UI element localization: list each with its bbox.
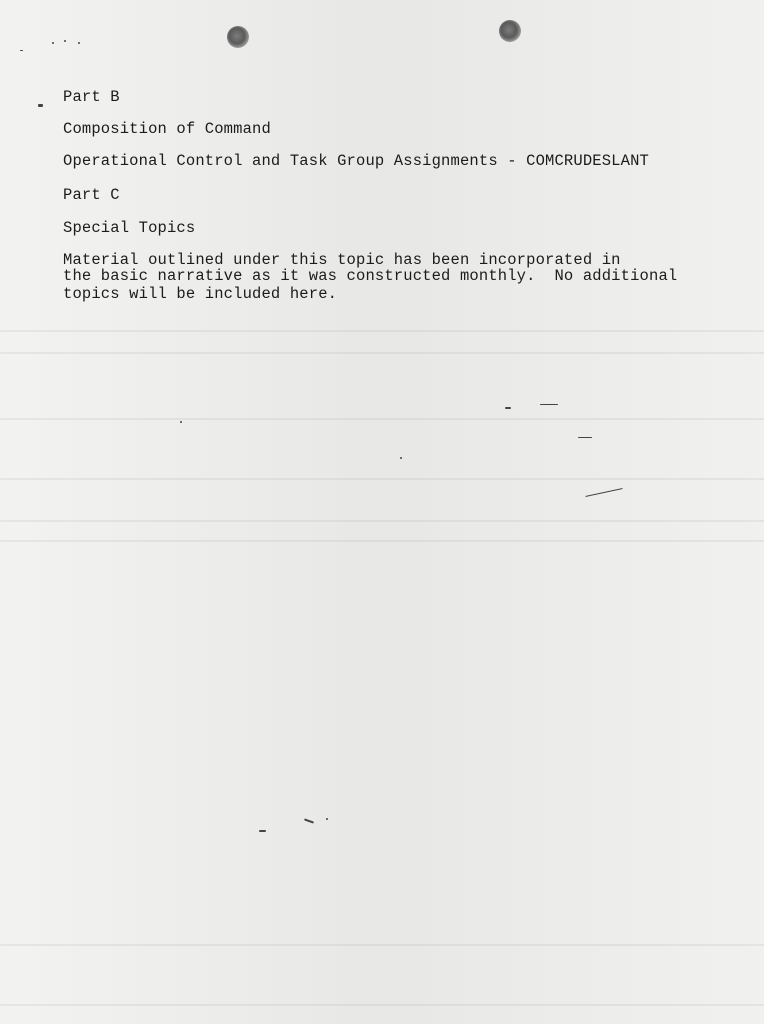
dust-speck	[585, 488, 622, 497]
dust-speck	[400, 457, 402, 459]
dust-speck	[578, 437, 592, 438]
dust-speck	[540, 404, 558, 405]
copy-streak	[0, 540, 764, 542]
composition-heading: Composition of Command	[63, 120, 271, 138]
punch-hole-icon	[227, 26, 249, 48]
dust-speck	[52, 42, 54, 44]
paragraph-line: Material outlined under this topic has been incorporated in	[63, 251, 621, 269]
copy-streak	[0, 1004, 764, 1006]
paragraph-line: the basic narrative as it was constructed monthly. No additional	[63, 267, 678, 285]
copy-streak	[0, 478, 764, 480]
dust-speck	[20, 50, 23, 51]
dust-speck	[259, 830, 266, 832]
special-topics-heading: Special Topics	[63, 219, 196, 237]
part-c-heading: Part C	[63, 186, 120, 204]
dust-speck	[38, 104, 43, 107]
copy-streak	[0, 352, 764, 354]
operational-heading: Operational Control and Task Group Assignments - COMCRUDESLANT	[63, 152, 649, 170]
dust-speck	[326, 818, 328, 820]
dust-speck	[304, 818, 314, 823]
dust-speck	[64, 40, 66, 42]
part-b-heading: Part B	[63, 88, 120, 106]
copy-streak	[0, 520, 764, 522]
copy-streak	[0, 944, 764, 946]
dust-speck	[505, 407, 511, 409]
dust-speck	[78, 42, 80, 44]
copy-streak	[0, 418, 764, 420]
punch-hole-icon	[499, 20, 521, 42]
paragraph-line: topics will be included here.	[63, 285, 338, 303]
copy-streak	[0, 330, 764, 332]
dust-speck	[180, 421, 182, 423]
